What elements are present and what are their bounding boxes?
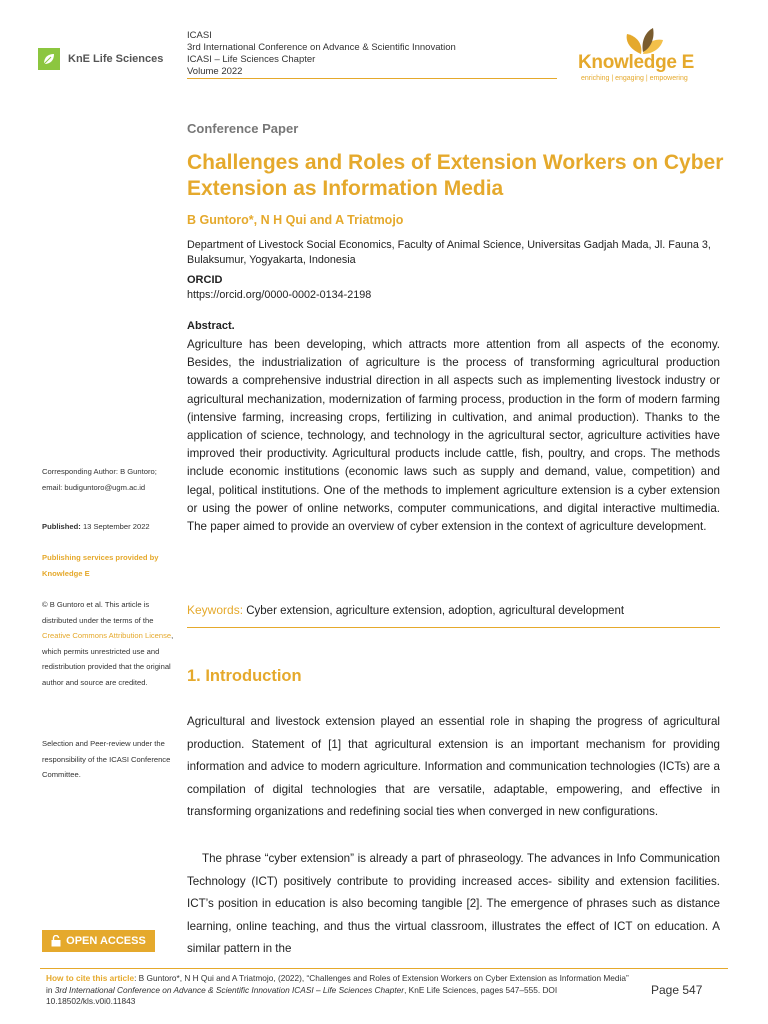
license-note [42, 597, 177, 690]
published-date [42, 519, 177, 535]
conference-line: Volume 2022 [187, 66, 243, 77]
abstract-label: Abstract. [187, 320, 235, 332]
published-label: Published: [42, 522, 81, 531]
body-paragraph: The phrase “cyber extension” is already a part of phraseology. The advances in Info Communication Technology (ICT) positively contribute to providing increased acces- sibility and extension facilities. ICT’s position in education is also becoming tangible [2]. The emergence of phrases such as distance learning, online teaching, and thus the virtual classroom, illustrates the effect of ICT on education. A similar pattern in the [187, 852, 720, 955]
keywords-list: Cyber extension, agriculture extension, adoption, agricultural development [246, 605, 625, 617]
license-suffix: , which permits unrestricted use and redistribution provided that the original author and source are credited. [42, 631, 174, 687]
conference-line: ICASI [187, 30, 212, 41]
knowledge-e-logo [575, 26, 725, 88]
conference-line: ICASI – Life Sciences Chapter [187, 54, 316, 65]
published-value: 13 September 2022 [80, 522, 150, 531]
conference-line: 3rd International Conference on Advance & Scientific Innovation [187, 42, 456, 53]
page-number: Page 547 [651, 983, 703, 997]
body-paragraph: Agricultural and livestock extension played an essential role in shaping the progress of agricultural production. Statement of [1] that agricultural extension is an important mechanism for providing information and advice to modern agriculture. Information and communication technologies (ICTs) are a compilation of digital technologies that are versatile, adaptable, empowering, and effective in transforming organizations and redefining social ties when converged in new configurations. [187, 715, 720, 818]
header-divider [187, 78, 557, 79]
leaf-icon [38, 48, 60, 70]
citation-text: : B Guntoro*, N H Qui and A Triatmojo, (2022), “Challenges and Roles of Extension Workers on Cyber Extension as Information Media” in [46, 973, 629, 995]
orcid-link[interactable]: https://orcid.org/0000-0002-0134-2198 [187, 289, 372, 301]
affiliation: Department of Livestock Social Economics, Faculty of Animal Science, Universitas Gadjah Mada, Jl. Fauna 3, Bulaksumur, Yogyakarta, Indonesia [187, 239, 711, 266]
paper-type: Conference Paper [187, 121, 299, 136]
publishing-services: Publishing services provided by Knowledge E [42, 553, 159, 578]
paper-title: Challenges and Roles of Extension Workers on Cyber Extension as Information Media [187, 151, 724, 200]
journal-badge [38, 48, 163, 70]
section-heading: 1. Introduction [187, 667, 302, 685]
open-access-badge [42, 930, 155, 952]
conference-info [187, 30, 456, 78]
logo-name: Knowledge E [578, 52, 694, 73]
keywords-label: Keywords: [187, 603, 244, 617]
corresponding-author: Corresponding Author: B Guntoro; email: budiguntoro@ugm.ac.id [42, 467, 157, 492]
license-prefix: © B Guntoro et al. This article is distributed under the terms of the [42, 600, 154, 625]
citation-venue: 3rd International Conference on Advance & Scientific Innovation ICASI – Life Sciences Chapter [54, 984, 405, 995]
footer-divider [40, 968, 728, 969]
authors: B Guntoro*, N H Qui and A Triatmojo [187, 213, 404, 227]
journal-name: KnE Life Sciences [68, 53, 164, 65]
logo-tagline: enriching | engaging | empowering [581, 75, 688, 82]
license-link[interactable]: Creative Commons Attribution License [42, 631, 172, 640]
citation-label: How to cite this article [46, 973, 135, 983]
citation [46, 973, 636, 1008]
lock-open-icon [51, 935, 61, 947]
peer-review-note: Selection and Peer-review under the responsibility of the ICASI Conference Committee. [42, 739, 171, 779]
keywords [187, 603, 747, 617]
orcid-label: ORCID [187, 274, 223, 286]
abstract-text: Agriculture has been developing, which attracts more attention from all aspects of the economy. Besides, the industrialization of agriculture is the process of transforming agricultural production towards a comprehensive industrial direction in all aspects such as implementing livestock industry or agricultural mechanization, modernization of farming process, production in the form of modern farming (intensive farming, increasing crops, fertilizing in cultivation, and animal production). Thanks to the application of science, technology, and technology in the agricultural sector, agriculture activities have improved their productivity. Agricultural products include cattle, fish, poultry, and crops. The methods include economic institutions (economic laws such as supply and demand, value, competition) and legal, political institutions. One of the methods to implement agriculture extension is a cyber extension or using the power of online networks, computer communications, and digital interactive multimedia. The paper aimed to provide an overview of cyber extension in the context of agriculture development. [187, 338, 720, 534]
citation-pages: , KnE Life Sciences, pages 547–555. DOI 10.18502/kls.v0i0.11843 [46, 984, 558, 1006]
open-access-label: OPEN ACCESS [66, 935, 146, 947]
keywords-divider [187, 627, 720, 628]
